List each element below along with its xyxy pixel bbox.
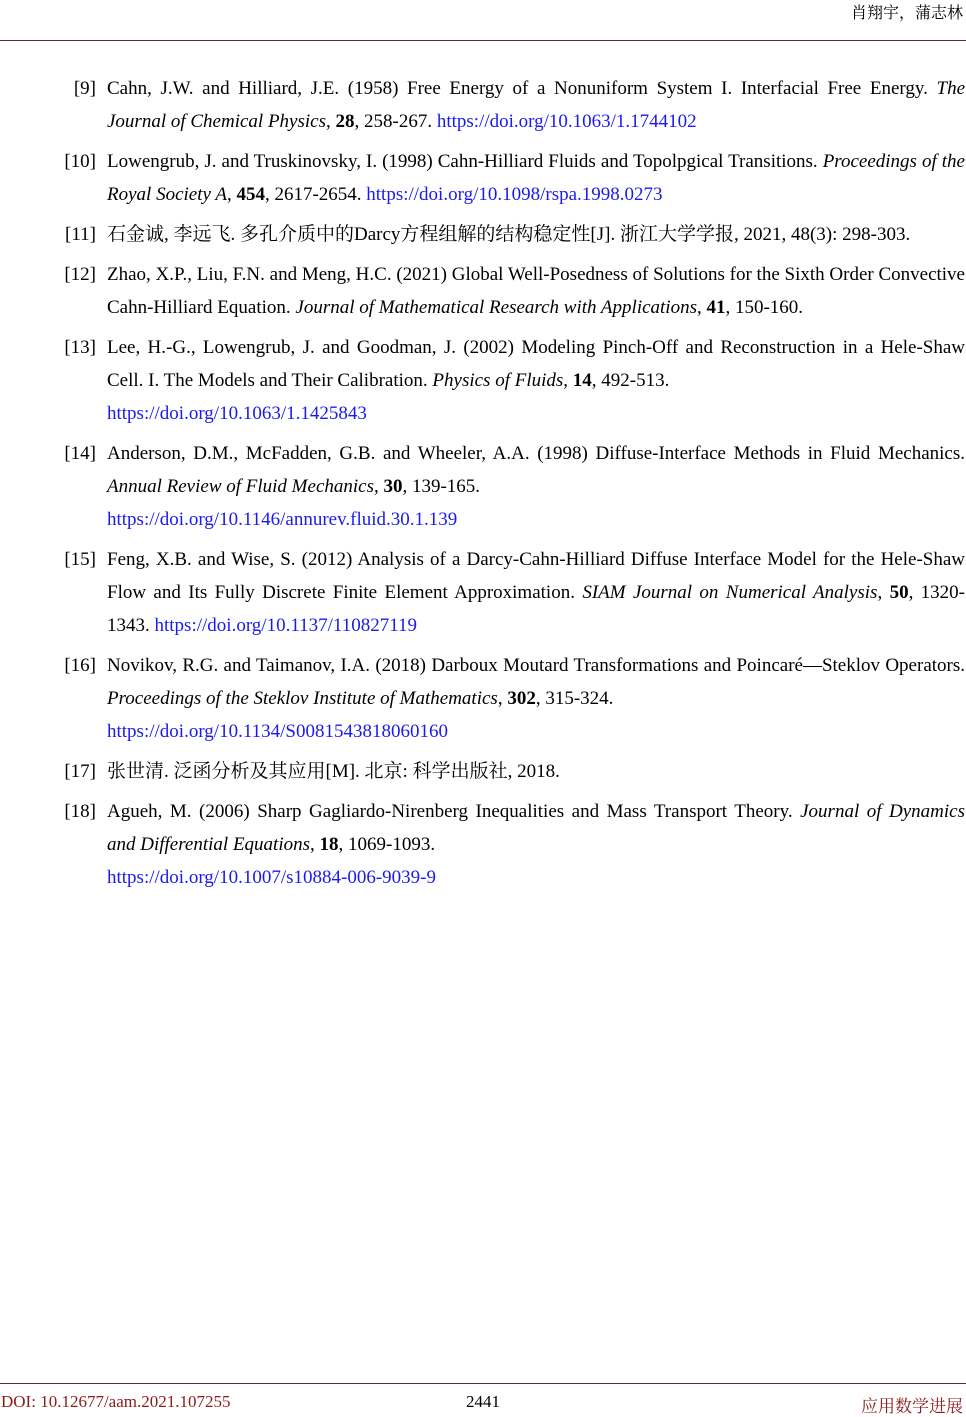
reference-separator: , <box>877 582 890 603</box>
reference-authors-title: Lowengrub, J. and Truskinovsky, I. (1998) Cahn-Hilliard Fluids and Topolpgical Transitions. <box>107 151 823 172</box>
doi-link[interactable]: https://doi.org/10.1137/110827119 <box>154 615 417 636</box>
page-number: 2441 <box>466 1392 500 1411</box>
reference-pages: , 139-165. <box>402 476 481 497</box>
reference-item <box>0 543 966 642</box>
reference-pages: , 1069-1093. <box>338 834 436 855</box>
reference-volume: 14 <box>572 370 592 391</box>
reference-journal: Physics of Fluids <box>432 370 564 391</box>
reference-separator: , <box>696 297 707 318</box>
reference-text <box>107 795 965 894</box>
reference-item <box>0 258 966 324</box>
reference-text <box>107 331 965 430</box>
reference-number: [10] <box>64 151 96 172</box>
reference-volume: 50 <box>889 582 909 603</box>
reference-number: [12] <box>64 264 96 285</box>
reference-number: [9] <box>73 78 96 99</box>
reference-journal: Proceedings of the Royal Society A <box>107 151 965 205</box>
doi-link[interactable]: https://doi.org/10.1146/annurev.fluid.30.1.139 <box>107 509 458 530</box>
reference-text <box>107 145 965 211</box>
reference-volume: 30 <box>383 476 403 497</box>
reference-volume: 28 <box>335 111 355 132</box>
doi-link[interactable]: https://doi.org/10.1063/1.1744102 <box>436 111 697 132</box>
reference-text <box>107 755 965 788</box>
reference-authors-title: Agueh, M. (2006) Sharp Gagliardo-Nirenberg Inequalities and Mass Transport Theory. <box>107 801 801 822</box>
reference-pages: , 2617-2654. <box>264 184 367 205</box>
reference-text <box>107 543 965 642</box>
reference-authors-title: Feng, X.B. and Wise, S. (2012) Analysis of a Darcy-Cahn-Hilliard Diffuse Interface Model for the Hele-Shaw Flow and Its Fully Discrete Finite Element Approximation. <box>107 549 965 603</box>
doi-link[interactable]: https://doi.org/10.1007/s10884-006-9039-9 <box>107 867 436 888</box>
reference-authors-title: 石金诚, 李远飞. 多孔介质中的Darcy方程组解的结构稳定性[J]. 浙江大学学报, 2021, 48(3): 298-303. <box>107 224 911 245</box>
page-header <box>0 0 966 41</box>
reference-list <box>0 72 966 901</box>
reference-separator: , <box>326 111 336 132</box>
reference-number: [16] <box>64 655 96 676</box>
reference-journal: Proceedings of the Steklov Institute of Mathematics <box>107 688 498 709</box>
reference-journal: SIAM Journal on Numerical Analysis <box>582 582 878 603</box>
reference-number: [17] <box>64 761 96 782</box>
reference-item <box>0 218 966 251</box>
reference-number: [15] <box>64 549 96 570</box>
reference-separator: , <box>226 184 237 205</box>
doi-link[interactable]: https://doi.org/10.1134/S0081543818060160 <box>107 721 448 742</box>
reference-separator: , <box>373 476 384 497</box>
footer-doi: DOI: 10.12677/aam.2021.107255 <box>1 1392 231 1411</box>
reference-journal: The Journal of Chemical Physics <box>107 78 965 132</box>
reference-item <box>0 145 966 211</box>
reference-pages: , 315-324. <box>535 688 614 709</box>
reference-volume: 18 <box>319 834 339 855</box>
reference-item <box>0 72 966 138</box>
reference-authors-title: 张世清. 泛函分析及其应用[M]. 北京: 科学出版社, 2018. <box>107 761 560 782</box>
page-footer <box>0 1383 966 1414</box>
reference-journal: Journal of Mathematical Research with Applications <box>295 297 697 318</box>
reference-item <box>0 795 966 894</box>
reference-separator: , <box>310 834 320 855</box>
reference-text <box>107 72 965 138</box>
reference-text <box>107 218 965 251</box>
reference-volume: 454 <box>236 184 265 205</box>
running-head-authors: 肖翔宇，蒲志林 <box>850 5 963 22</box>
footer-journal-name: 应用数学进展 <box>861 1397 963 1416</box>
reference-journal: Annual Review of Fluid Mechanics <box>107 476 374 497</box>
reference-authors-title: Lee, H.-G., Lowengrub, J. and Goodman, J. (2002) Modeling Pinch-Off and Reconstruction in a Hele-Shaw Cell. I. The Models and Their Calibration. <box>107 337 965 391</box>
reference-text <box>107 437 965 536</box>
reference-volume: 302 <box>507 688 536 709</box>
reference-pages: , 1320-1343. <box>107 582 966 636</box>
reference-text <box>107 649 965 748</box>
reference-pages: , 492-513. <box>591 370 670 391</box>
reference-item <box>0 437 966 536</box>
reference-authors-title: Zhao, X.P., Liu, F.N. and Meng, H.C. (2021) Global Well-Posedness of Solutions for the Sixth Order Convective Cahn-Hilliard Equation. <box>107 264 965 318</box>
reference-number: [13] <box>64 337 96 358</box>
reference-item <box>0 755 966 788</box>
reference-number: [18] <box>64 801 96 822</box>
reference-number: [11] <box>65 224 96 245</box>
reference-item <box>0 649 966 748</box>
reference-item <box>0 331 966 430</box>
reference-authors-title: Anderson, D.M., McFadden, G.B. and Wheeler, A.A. (1998) Diffuse-Interface Methods in Fluid Mechanics. <box>107 443 965 464</box>
reference-authors-title: Novikov, R.G. and Taimanov, I.A. (2018) Darboux Moutard Transformations and Poincaré—Steklov Operators. <box>107 655 965 676</box>
reference-volume: 41 <box>706 297 726 318</box>
reference-authors-title: Cahn, J.W. and Hilliard, J.E. (1958) Free Energy of a Nonuniform System I. Interfacial Free Energy. <box>107 78 937 99</box>
reference-number: [14] <box>64 443 96 464</box>
reference-separator: , <box>563 370 573 391</box>
doi-link[interactable]: https://doi.org/10.1063/1.1425843 <box>107 403 367 424</box>
reference-pages: , 150-160. <box>725 297 804 318</box>
reference-separator: , <box>497 688 508 709</box>
reference-text <box>107 258 965 324</box>
reference-journal: Journal of Dynamics and Differential Equations <box>107 801 965 855</box>
doi-link[interactable]: https://doi.org/10.1098/rspa.1998.0273 <box>366 184 663 205</box>
reference-pages: , 258-267. <box>354 111 437 132</box>
